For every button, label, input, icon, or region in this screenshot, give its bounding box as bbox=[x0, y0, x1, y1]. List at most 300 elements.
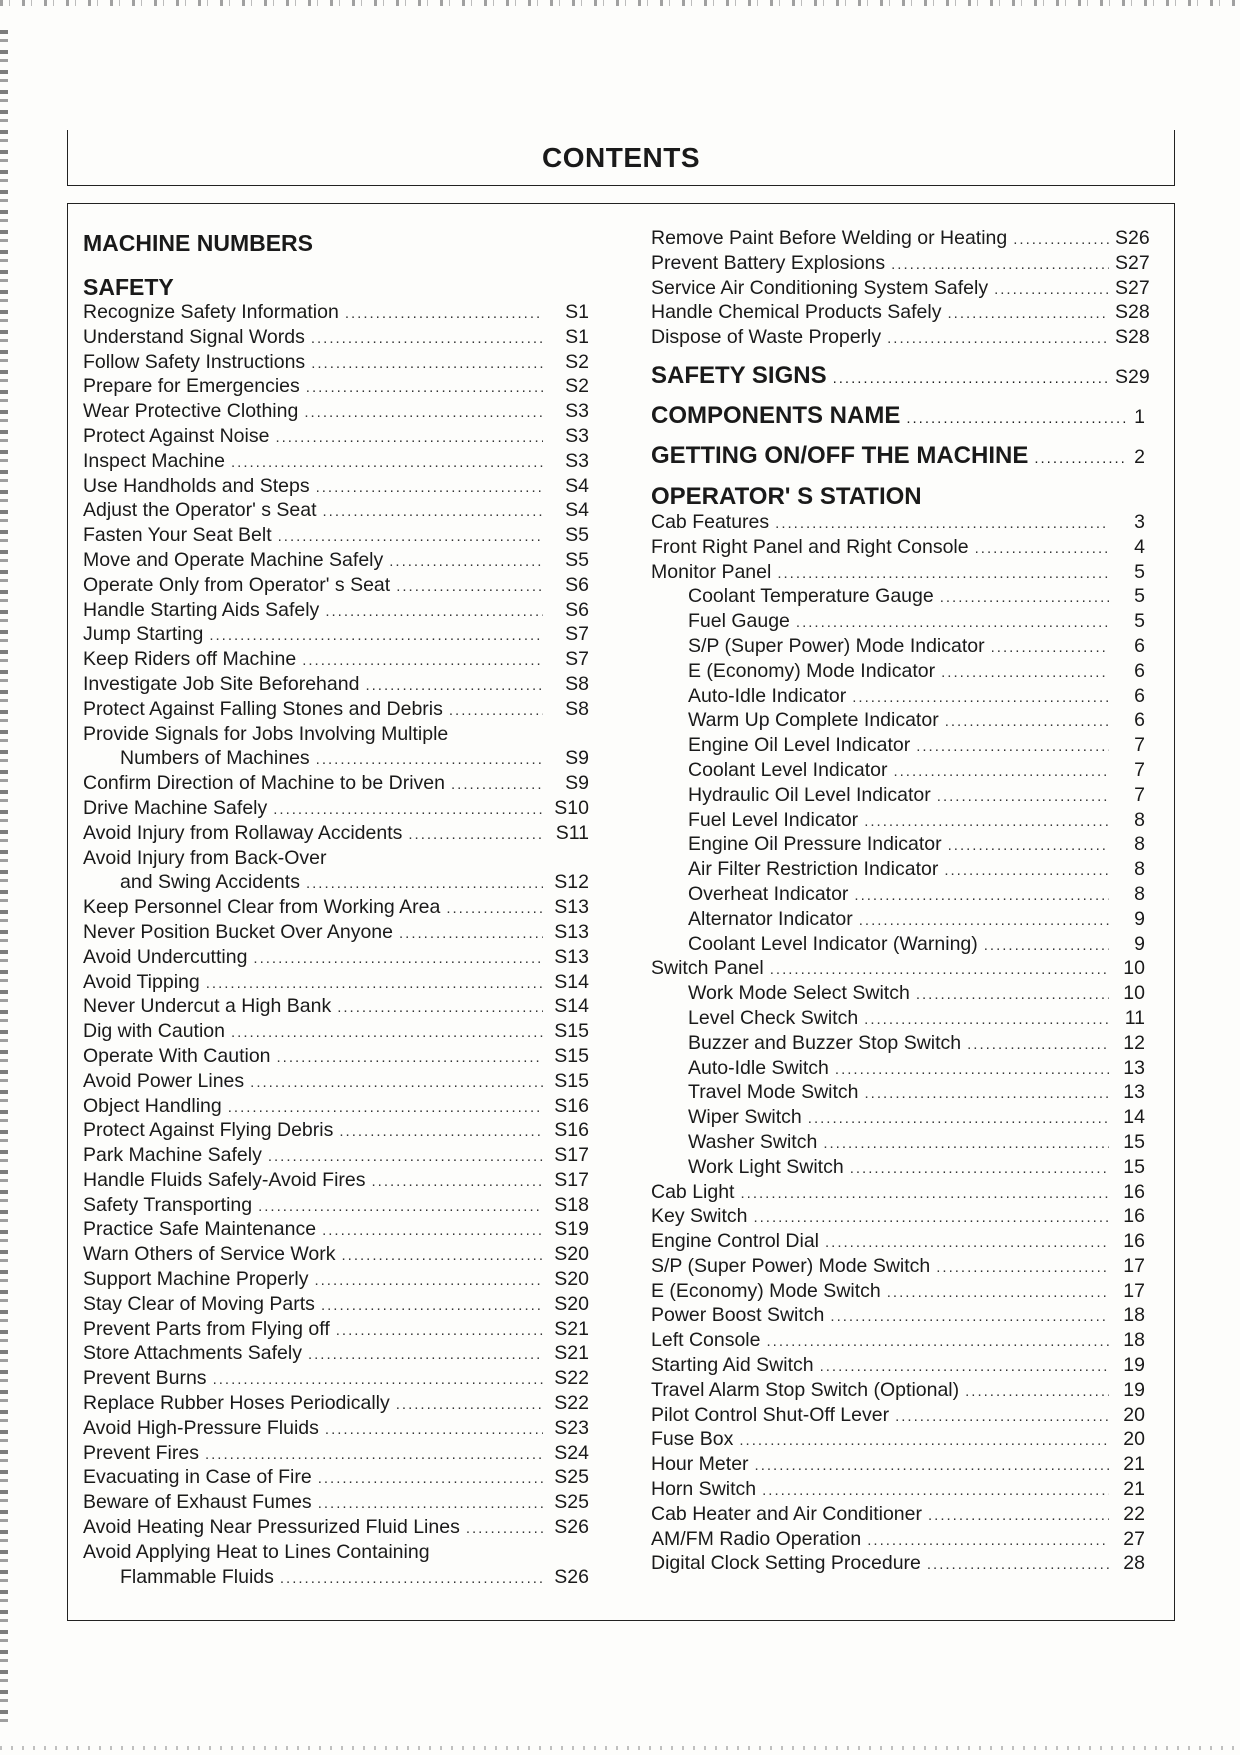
toc-entry-page: 19 bbox=[1123, 1354, 1145, 1377]
toc-entry-page: 16 bbox=[1123, 1180, 1145, 1203]
toc-entry[interactable] bbox=[83, 449, 589, 474]
toc-entry-text: Support Machine Properly bbox=[83, 1268, 309, 1291]
leader-dots bbox=[823, 1132, 1109, 1157]
leader-dots bbox=[887, 1281, 1109, 1306]
toc-entry-text: Digital Clock Setting Procedure bbox=[651, 1552, 921, 1575]
toc-entry-text: Auto-Idle Indicator bbox=[688, 684, 847, 707]
leader-dots bbox=[859, 909, 1109, 934]
toc-entry-text: E (Economy) Mode Indicator bbox=[688, 659, 936, 682]
toc-entry-page: S3 bbox=[565, 449, 589, 472]
toc-entry-text: Starting Aid Switch bbox=[651, 1354, 814, 1377]
leader-dots bbox=[893, 760, 1109, 785]
toc-entry-page: S4 bbox=[565, 474, 589, 497]
toc-entry-page: S14 bbox=[554, 995, 589, 1018]
toc-entry[interactable] bbox=[83, 1391, 589, 1416]
toc-entry[interactable] bbox=[83, 1019, 589, 1044]
toc-entry-page: S27 bbox=[1115, 251, 1150, 274]
toc-entry-text: Replace Rubber Hoses Periodically bbox=[83, 1392, 390, 1415]
toc-entry-page: S26 bbox=[1115, 227, 1150, 249]
toc-entry-text: Handle Fluids Safely-Avoid Fires bbox=[83, 1168, 366, 1191]
leader-dots bbox=[808, 1107, 1109, 1132]
leader-dots bbox=[777, 562, 1109, 587]
toc-entry[interactable] bbox=[651, 510, 1145, 535]
toc-entry[interactable] bbox=[83, 325, 589, 350]
leader-dots bbox=[937, 785, 1109, 810]
toc-entry-text: Engine Control Dial bbox=[651, 1230, 820, 1253]
toc-entry-text: Coolant Temperature Gauge bbox=[688, 585, 934, 608]
toc-entry-page: S7 bbox=[565, 648, 589, 671]
section-page: 1 bbox=[1134, 405, 1145, 428]
toc-entry-page: 13 bbox=[1123, 1081, 1145, 1104]
toc-entry-text: Switch Panel bbox=[651, 957, 764, 980]
toc-entry-text: Air Filter Restriction Indicator bbox=[688, 858, 939, 881]
section-components-name[interactable] bbox=[651, 402, 1145, 430]
leader-dots bbox=[316, 476, 543, 501]
toc-entry-page: 17 bbox=[1123, 1254, 1145, 1277]
toc-entry[interactable] bbox=[651, 758, 1145, 783]
leader-dots bbox=[306, 872, 543, 897]
toc-entry[interactable] bbox=[651, 1527, 1145, 1552]
toc-entry[interactable] bbox=[651, 808, 1145, 833]
toc-entry-page: S13 bbox=[554, 896, 589, 919]
leader-dots bbox=[994, 278, 1109, 303]
leader-dots bbox=[770, 958, 1109, 983]
toc-entry-text: Park Machine Safely bbox=[83, 1144, 262, 1167]
toc-entry-text: Wear Protective Clothing bbox=[83, 400, 299, 423]
toc-entry-text: Move and Operate Machine Safely bbox=[83, 548, 384, 571]
toc-entry-wrap[interactable]: Provide Signals for Jobs Involving Multiple bbox=[83, 722, 449, 745]
section-page: S29 bbox=[1115, 365, 1150, 388]
toc-entry[interactable] bbox=[83, 1217, 589, 1242]
toc-entry[interactable] bbox=[83, 1441, 589, 1466]
toc-entry[interactable] bbox=[651, 1378, 1145, 1403]
toc-entry-text: Use Handholds and Steps bbox=[83, 474, 310, 497]
toc-entry[interactable] bbox=[651, 857, 1145, 882]
toc-entry[interactable] bbox=[83, 920, 589, 945]
toc-entry-page: 5 bbox=[1134, 610, 1145, 633]
leader-dots bbox=[337, 996, 543, 1021]
toc-entry[interactable] bbox=[651, 226, 1150, 251]
toc-entry-text: Operate Only from Operator' s Seat bbox=[83, 573, 391, 596]
leader-dots bbox=[449, 699, 543, 724]
leader-dots bbox=[325, 600, 543, 625]
leader-dots bbox=[446, 897, 543, 922]
toc-entry-text: Level Check Switch bbox=[688, 1006, 859, 1029]
toc-entry-text: Flammable Fluids bbox=[120, 1565, 274, 1588]
toc-entry-text: Prevent Parts from Flying off bbox=[83, 1317, 330, 1340]
scan-edge-left bbox=[0, 30, 8, 1730]
toc-entry-page: 8 bbox=[1134, 833, 1145, 856]
toc-entry-page: 5 bbox=[1134, 585, 1145, 608]
toc-entry[interactable] bbox=[83, 870, 589, 895]
toc-entry[interactable] bbox=[83, 300, 589, 325]
toc-entry-text: Evacuating in Case of Fire bbox=[83, 1466, 312, 1489]
toc-entry-page: S25 bbox=[554, 1491, 589, 1514]
toc-entry-text: E (Economy) Mode Switch bbox=[651, 1279, 881, 1302]
toc-entry-text: Protect Against Falling Stones and Debris bbox=[83, 697, 443, 720]
toc-entry[interactable] bbox=[83, 523, 589, 548]
toc-entry[interactable] bbox=[651, 1403, 1145, 1428]
toc-entry[interactable] bbox=[651, 300, 1150, 325]
late-list bbox=[83, 895, 589, 1540]
leader-dots bbox=[318, 1492, 543, 1517]
toc-entry[interactable] bbox=[651, 1353, 1145, 1378]
toc-entry-text: Recognize Safety Information bbox=[83, 301, 339, 323]
toc-entry-text: Cab Heater and Air Conditioner bbox=[651, 1502, 922, 1525]
leader-dots bbox=[304, 401, 543, 426]
toc-entry-text: Never Undercut a High Bank bbox=[83, 995, 332, 1018]
leader-dots bbox=[916, 983, 1109, 1008]
toc-entry-wrap[interactable]: Avoid Applying Heat to Lines Containing bbox=[83, 1540, 430, 1563]
right-column bbox=[651, 226, 1150, 1576]
toc-entry[interactable] bbox=[83, 672, 589, 697]
toc-entry-page: 15 bbox=[1123, 1130, 1145, 1153]
toc-entry[interactable] bbox=[651, 882, 1145, 907]
toc-entry-page: 15 bbox=[1123, 1155, 1145, 1178]
leader-dots bbox=[336, 1319, 543, 1344]
section-safety-signs[interactable] bbox=[651, 361, 1150, 390]
leader-dots bbox=[209, 624, 543, 649]
leader-dots bbox=[316, 748, 543, 773]
toc-entry-page: S6 bbox=[565, 598, 589, 621]
toc-entry[interactable] bbox=[651, 634, 1145, 659]
toc-entry[interactable] bbox=[83, 746, 589, 771]
toc-entry-page: 18 bbox=[1123, 1304, 1145, 1327]
toc-entry-page: S27 bbox=[1115, 276, 1150, 299]
mid-list bbox=[83, 771, 589, 845]
toc-entry[interactable] bbox=[651, 609, 1145, 634]
toc-entry-text: Prevent Fires bbox=[83, 1441, 199, 1464]
toc-entry-text: Left Console bbox=[651, 1329, 761, 1352]
leader-dots bbox=[864, 1008, 1109, 1033]
toc-entry-text: AM/FM Radio Operation bbox=[651, 1527, 862, 1550]
toc-entry[interactable] bbox=[83, 1094, 589, 1119]
leader-dots bbox=[250, 1071, 543, 1096]
toc-entry-page: 27 bbox=[1123, 1527, 1145, 1550]
toc-entry[interactable] bbox=[83, 474, 589, 499]
toc-entry-text: Fuel Gauge bbox=[688, 610, 790, 633]
toc-entry[interactable] bbox=[651, 325, 1150, 350]
toc-entry-text: Washer Switch bbox=[688, 1130, 818, 1153]
leader-dots bbox=[389, 550, 543, 575]
toc-entry-page: S21 bbox=[554, 1317, 589, 1340]
toc-entry-page: S3 bbox=[565, 424, 589, 447]
toc-entry[interactable] bbox=[651, 535, 1145, 560]
toc-entry[interactable] bbox=[83, 1044, 589, 1069]
toc-entry[interactable] bbox=[651, 733, 1145, 758]
toc-entry-page: 8 bbox=[1134, 882, 1145, 905]
toc-entry[interactable] bbox=[651, 1477, 1145, 1502]
toc-entry-text: Buzzer and Buzzer Stop Switch bbox=[688, 1031, 962, 1054]
toc-entry[interactable] bbox=[651, 1155, 1145, 1180]
toc-entry-page: S26 bbox=[554, 1516, 589, 1539]
toc-entry-page: S2 bbox=[565, 350, 589, 373]
leader-dots bbox=[887, 327, 1109, 352]
toc-entry[interactable] bbox=[83, 1193, 589, 1218]
toc-entry-page: S15 bbox=[554, 1020, 589, 1043]
toc-entry-page: S28 bbox=[1115, 301, 1150, 324]
toc-entry-text: Coolant Level Indicator bbox=[688, 758, 888, 781]
toc-entry[interactable] bbox=[651, 1254, 1145, 1279]
toc-entry-page: 21 bbox=[1123, 1478, 1145, 1501]
leader-dots bbox=[854, 884, 1109, 909]
toc-entry-page: S22 bbox=[554, 1392, 589, 1415]
toc-entry[interactable] bbox=[651, 560, 1145, 585]
toc-entry-page: S17 bbox=[554, 1168, 589, 1191]
toc-entry[interactable] bbox=[651, 1551, 1145, 1576]
toc-entry-text: Travel Mode Switch bbox=[688, 1081, 859, 1104]
toc-entry[interactable] bbox=[83, 498, 589, 523]
toc-entry[interactable] bbox=[83, 1267, 589, 1292]
toc-entry-text: Service Air Conditioning System Safely bbox=[651, 276, 989, 299]
leader-dots bbox=[273, 798, 543, 823]
toc-entry[interactable] bbox=[83, 945, 589, 970]
toc-entry-text: Travel Alarm Stop Switch (Optional) bbox=[651, 1378, 960, 1401]
toc-entry-page: S26 bbox=[554, 1565, 589, 1588]
toc-entry[interactable] bbox=[651, 1006, 1145, 1031]
toc-entry-text: Object Handling bbox=[83, 1094, 222, 1117]
toc-entry[interactable] bbox=[83, 1465, 589, 1490]
toc-entry-text: Adjust the Operator' s Seat bbox=[83, 499, 317, 522]
toc-entry[interactable] bbox=[83, 1565, 589, 1590]
leader-dots bbox=[451, 773, 543, 798]
toc-entry-text: Engine Oil Level Indicator bbox=[688, 734, 911, 757]
toc-entry-text: Engine Oil Pressure Indicator bbox=[688, 833, 942, 856]
toc-entry-wrap[interactable]: Avoid Injury from Back-Over bbox=[83, 846, 327, 869]
leader-dots bbox=[891, 253, 1109, 278]
toc-entry-text: Inspect Machine bbox=[83, 449, 225, 472]
toc-entry[interactable] bbox=[651, 1229, 1145, 1254]
toc-entry[interactable] bbox=[83, 1143, 589, 1168]
toc-entry-page: S5 bbox=[565, 524, 589, 547]
leader-dots bbox=[311, 327, 543, 352]
toc-entry-page: 18 bbox=[1123, 1329, 1145, 1352]
toc-entry[interactable] bbox=[83, 821, 589, 846]
leader-dots bbox=[941, 661, 1109, 686]
toc-entry[interactable] bbox=[83, 1292, 589, 1317]
toc-entry-text: Understand Signal Words bbox=[83, 325, 305, 348]
toc-entry[interactable] bbox=[83, 622, 589, 647]
toc-entry-page: S4 bbox=[565, 499, 589, 522]
toc-entry-page: S20 bbox=[554, 1268, 589, 1291]
toc-entry[interactable] bbox=[83, 1490, 589, 1515]
leader-dots bbox=[1013, 228, 1109, 253]
toc-entry[interactable] bbox=[651, 1303, 1145, 1328]
operator-list bbox=[651, 510, 1145, 1576]
toc-entry[interactable] bbox=[83, 399, 589, 424]
toc-entry-page: 20 bbox=[1123, 1428, 1145, 1451]
section-machine-numbers[interactable]: MACHINE NUMBERS bbox=[83, 230, 313, 256]
toc-entry[interactable] bbox=[651, 1452, 1145, 1477]
toc-entry[interactable] bbox=[651, 1056, 1145, 1081]
toc-entry[interactable] bbox=[651, 832, 1145, 857]
toc-entry-text: Warn Others of Service Work bbox=[83, 1243, 336, 1266]
toc-entry[interactable] bbox=[651, 251, 1150, 276]
toc-entry[interactable] bbox=[651, 684, 1145, 709]
leader-dots bbox=[927, 1553, 1109, 1578]
toc-entry-page: S9 bbox=[565, 772, 589, 795]
toc-entry[interactable] bbox=[83, 1242, 589, 1267]
leader-dots bbox=[1034, 450, 1128, 467]
toc-entry[interactable] bbox=[83, 1118, 589, 1143]
leader-dots bbox=[906, 410, 1128, 427]
leader-dots bbox=[308, 1343, 543, 1368]
leader-dots bbox=[975, 537, 1109, 562]
leader-dots bbox=[339, 1120, 543, 1145]
leader-dots bbox=[275, 426, 543, 451]
toc-entry[interactable] bbox=[651, 1427, 1145, 1452]
toc-entry[interactable] bbox=[83, 1317, 589, 1342]
toc-entry[interactable] bbox=[651, 1080, 1145, 1105]
toc-entry-text: Avoid High-Pressure Fluids bbox=[83, 1416, 319, 1439]
toc-entry-text: Protect Against Flying Debris bbox=[83, 1119, 334, 1142]
toc-entry-page: 9 bbox=[1134, 932, 1145, 955]
toc-entry-page: S5 bbox=[565, 548, 589, 571]
leader-dots bbox=[947, 302, 1109, 327]
toc-entry[interactable] bbox=[651, 1130, 1145, 1155]
toc-entry-text: Beware of Exhaust Fumes bbox=[83, 1491, 312, 1514]
leader-dots bbox=[767, 1330, 1110, 1355]
toc-entry-text: Avoid Heating Near Pressurized Fluid Lines bbox=[83, 1516, 460, 1539]
toc-entry[interactable] bbox=[83, 697, 589, 722]
leader-dots bbox=[825, 1231, 1109, 1256]
toc-entry[interactable] bbox=[651, 783, 1145, 808]
toc-entry-page: 7 bbox=[1134, 734, 1145, 757]
toc-entry-text: Protect Against Noise bbox=[83, 424, 270, 447]
section-safety[interactable]: SAFETY bbox=[83, 274, 174, 300]
toc-entry[interactable] bbox=[83, 548, 589, 573]
section-getting-on-off[interactable] bbox=[651, 442, 1145, 470]
toc-entry-text: Keep Riders off Machine bbox=[83, 648, 297, 671]
leader-dots bbox=[944, 859, 1109, 884]
toc-entry[interactable] bbox=[83, 573, 589, 598]
toc-entry-page: 4 bbox=[1134, 535, 1145, 558]
toc-entry[interactable] bbox=[651, 956, 1145, 981]
toc-entry-text: Drive Machine Safely bbox=[83, 796, 268, 819]
toc-entry[interactable] bbox=[83, 895, 589, 920]
toc-entry-page: S11 bbox=[555, 821, 589, 844]
toc-entry[interactable] bbox=[83, 1515, 589, 1540]
toc-entry[interactable] bbox=[651, 659, 1145, 684]
toc-entry-page: 10 bbox=[1123, 957, 1145, 980]
leader-dots bbox=[762, 1479, 1109, 1504]
toc-entry-page: S21 bbox=[554, 1342, 589, 1365]
leader-dots bbox=[253, 947, 543, 972]
toc-entry[interactable] bbox=[651, 276, 1150, 301]
toc-entry-text: Numbers of Machines bbox=[120, 747, 310, 770]
leader-dots bbox=[277, 1046, 543, 1071]
section-title: GETTING ON/OFF THE MACHINE bbox=[651, 441, 1029, 469]
toc-entry[interactable] bbox=[83, 1366, 589, 1391]
leader-dots bbox=[755, 1454, 1109, 1479]
toc-entry-page: S8 bbox=[565, 672, 589, 695]
leader-dots bbox=[984, 934, 1109, 959]
leader-dots bbox=[965, 1380, 1109, 1405]
toc-entry[interactable] bbox=[651, 1105, 1145, 1130]
toc-entry-text: Follow Safety Instructions bbox=[83, 350, 306, 373]
toc-entry[interactable] bbox=[83, 994, 589, 1019]
toc-entry-text: Practice Safe Maintenance bbox=[83, 1218, 317, 1241]
toc-entry-page: 10 bbox=[1123, 982, 1145, 1005]
leader-dots bbox=[321, 1294, 543, 1319]
toc-entry-page: 6 bbox=[1134, 659, 1145, 682]
scan-edge-top bbox=[0, 0, 1240, 6]
toc-entry[interactable] bbox=[651, 1204, 1145, 1229]
toc-entry-text: Work Mode Select Switch bbox=[688, 982, 910, 1005]
leader-dots bbox=[228, 1096, 543, 1121]
toc-entry[interactable] bbox=[651, 1031, 1145, 1056]
toc-entry-page: 16 bbox=[1123, 1205, 1145, 1228]
toc-entry[interactable] bbox=[651, 1328, 1145, 1353]
toc-entry[interactable] bbox=[651, 1279, 1145, 1304]
leader-dots bbox=[302, 649, 543, 674]
toc-entry[interactable] bbox=[83, 1416, 589, 1441]
toc-entry[interactable] bbox=[651, 584, 1145, 609]
toc-entry-text: Cab Light bbox=[651, 1180, 735, 1203]
toc-entry-text: S/P (Super Power) Mode Switch bbox=[651, 1254, 931, 1277]
page-title: CONTENTS bbox=[542, 142, 700, 173]
toc-entry[interactable] bbox=[83, 647, 589, 672]
leader-dots bbox=[325, 1418, 543, 1443]
toc-entry-page: 12 bbox=[1123, 1031, 1145, 1054]
leader-dots bbox=[365, 674, 543, 699]
toc-entry-text: and Swing Accidents bbox=[120, 871, 300, 894]
toc-entry-text: Avoid Power Lines bbox=[83, 1069, 245, 1092]
toc-entry-text: Confirm Direction of Machine to be Driven bbox=[83, 772, 445, 795]
toc-entry-page: S9 bbox=[565, 747, 589, 770]
toc-entry[interactable] bbox=[651, 1502, 1145, 1527]
toc-entry-page: S20 bbox=[554, 1292, 589, 1315]
toc-entry[interactable] bbox=[83, 796, 589, 821]
toc-entry[interactable] bbox=[83, 350, 589, 375]
toc-entry-page: 16 bbox=[1123, 1230, 1145, 1253]
left-column bbox=[83, 226, 589, 1589]
toc-entry[interactable] bbox=[651, 708, 1145, 733]
toc-entry[interactable] bbox=[651, 932, 1145, 957]
toc-entry[interactable] bbox=[83, 598, 589, 623]
toc-entry[interactable] bbox=[651, 907, 1145, 932]
toc-entry-page: S22 bbox=[554, 1367, 589, 1390]
leader-dots bbox=[268, 1145, 543, 1170]
toc-entry-text: Dispose of Waste Properly bbox=[651, 326, 882, 349]
toc-entry-page: S18 bbox=[554, 1193, 589, 1216]
toc-entry-text: Hydraulic Oil Level Indicator bbox=[688, 783, 931, 806]
toc-entry-text: Horn Switch bbox=[651, 1478, 757, 1501]
toc-entry[interactable] bbox=[83, 1168, 589, 1193]
toc-entry[interactable] bbox=[83, 424, 589, 449]
toc-entry[interactable] bbox=[83, 374, 589, 399]
toc-entry[interactable] bbox=[83, 970, 589, 995]
toc-entry[interactable] bbox=[651, 1180, 1145, 1205]
toc-entry-page: 13 bbox=[1123, 1056, 1145, 1079]
toc-entry-page: S16 bbox=[554, 1119, 589, 1142]
toc-entry-page: S16 bbox=[554, 1094, 589, 1117]
toc-entry-page: S6 bbox=[565, 573, 589, 596]
toc-entry-page: 3 bbox=[1134, 510, 1145, 533]
toc-entry-page: S28 bbox=[1115, 326, 1150, 349]
toc-entry[interactable] bbox=[83, 1341, 589, 1366]
toc-entry-page: 5 bbox=[1134, 560, 1145, 583]
leader-dots bbox=[213, 1368, 543, 1393]
toc-entry[interactable] bbox=[83, 771, 589, 796]
toc-entry[interactable] bbox=[651, 981, 1145, 1006]
leader-dots bbox=[206, 972, 543, 997]
toc-entry[interactable] bbox=[83, 1069, 589, 1094]
section-operator-station[interactable]: OPERATOR' S STATION bbox=[651, 482, 922, 510]
leader-dots bbox=[280, 1567, 543, 1592]
toc-entry-page: 8 bbox=[1134, 858, 1145, 881]
toc-entry-page: S13 bbox=[554, 945, 589, 968]
